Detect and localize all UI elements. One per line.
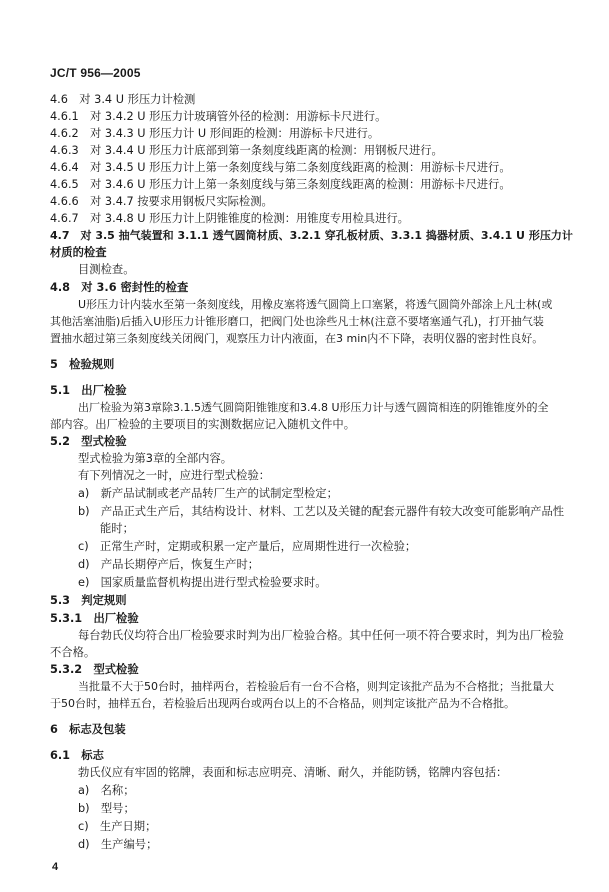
- section-5-1-body-1: 出厂检验为第3章除3.1.5透气圆筒阳锥锥度和3.4.8 U形压力计与透气圆筒相连的阴锥锥度外的全: [78, 401, 549, 414]
- list-item-b-cont: 能时；: [100, 522, 134, 535]
- section-4-8-body-3: 置抽水超过第三条刻度线关闭阀门，观察压力计内液面，在3 min内不下降，表明仪器的密封性良好。: [50, 332, 544, 345]
- section-5-3-1-title: 5.3.1 出厂检验: [50, 612, 139, 625]
- section-6-1-title: 6.1 标志: [50, 749, 104, 762]
- section-5-2-body-2: 有下列情况之一时，应进行型式检验：: [78, 469, 271, 482]
- section-5-3-1-body-1: 每台勃氏仪均符合出厂检验要求时判为出厂检验合格。其中任何一项不符合要求时，判为出厂检验: [78, 629, 564, 642]
- section-5-1-body-2: 部内容。出厂检验的主要项目的实测数据应记入随机文件中。: [50, 418, 356, 431]
- clause-4-6-2: 4.6.2 对 3.4.3 U 形压力计 U 形间距的检测：用游标卡尺进行。: [50, 127, 380, 140]
- section-4-7-title-cont: 材质的检查: [50, 246, 107, 259]
- nameplate-item-c: c) 生产日期；: [78, 820, 157, 833]
- section-5-3-2-body-1: 当批量不大于50台时，抽样两台，若检验后有一台不合格，则判定该批产品为不合格批；当批量大: [78, 680, 554, 693]
- list-item-e: e) 国家质量监督机构提出进行型式检验要求时。: [78, 576, 327, 589]
- list-item-a: a) 新产品试制或老产品转厂生产的试制定型检定；: [78, 487, 338, 500]
- clause-4-6-7: 4.6.7 对 3.4.8 U 形压力计上阴锥锥度的检测：用锥度专用检具进行。: [50, 212, 409, 225]
- section-5-3-2-title: 5.3.2 型式检验: [50, 663, 139, 676]
- list-item-c: c) 正常生产时，定期或积累一定产量后，应周期性进行一次检验；: [78, 540, 417, 553]
- section-4-8-body-2: 其他活塞油脂)后插入U形压力计锥形磨口，把阀门处也涂些凡士林(注意不要堵塞通气孔)，打开抽气装: [50, 315, 544, 328]
- clause-4-6-3: 4.6.3 对 3.4.4 U 形压力计底部到第一条刻度线距离的检测：用钢板尺进行。: [50, 144, 443, 157]
- section-5-3-2-body-2: 于50台时，抽样五台，若检验后出现两台或两台以上的不合格品，则判定该批产品为不合格批。: [50, 697, 515, 710]
- nameplate-item-b: b) 型号；: [78, 802, 135, 815]
- list-item-d: d) 产品长期停产后，恢复生产时；: [78, 558, 260, 571]
- nameplate-item-d: d) 生产编号；: [78, 838, 158, 851]
- section-4-7-body: 目测检查。: [78, 263, 135, 276]
- nameplate-item-a: a) 名称；: [78, 784, 135, 797]
- list-item-b: b) 产品正式生产后，其结构设计、材料、工艺以及关键的配套元器件有较大改变可能影响产品性: [78, 505, 565, 518]
- standard-code: JC/T 956—2005: [50, 66, 141, 80]
- section-5-3-title: 5.3 判定规则: [50, 594, 127, 607]
- clause-4-6-1: 4.6.1 对 3.4.2 U 形压力计玻璃管外径的检测：用游标卡尺进行。: [50, 110, 387, 123]
- section-4-6-title: 4.6 对 3.4 U 形压力计检测: [50, 93, 196, 106]
- page-number: 4: [52, 861, 59, 873]
- section-6-1-intro: 勃氏仪应有牢固的铭牌，表面和标志应明亮、清晰、耐久，并能防锈，铭牌内容包括：: [78, 766, 508, 779]
- section-5-1-title: 5.1 出厂检验: [50, 384, 127, 397]
- section-4-8-title: 4.8 对 3.6 密封性的检查: [50, 281, 189, 294]
- chapter-6-title: 6 标志及包装: [50, 723, 126, 736]
- chapter-5-title: 5 检验规则: [50, 358, 115, 371]
- section-5-2-body-1: 型式检验为第3章的全部内容。: [78, 452, 233, 465]
- section-4-8-body-1: U形压力计内装水至第一条刻度线，用橡皮塞将透气圆筒上口塞紧，将透气圆筒外部涂上凡士林(或: [78, 298, 553, 311]
- clause-4-6-5: 4.6.5 对 3.4.6 U 形压力计上第一条刻度线与第三条刻度线距离的检测：用游标卡尺进行。: [50, 178, 511, 191]
- clause-4-6-6: 4.6.6 对 3.4.7 按要求用钢板尺实际检测。: [50, 195, 273, 208]
- section-4-7-title: 4.7 对 3.5 抽气装置和 3.1.1 透气圆筒材质、3.2.1 穿孔板材质、3.3.1 捣器材质、3.4.1 U 形压力计: [50, 229, 573, 242]
- section-5-2-title: 5.2 型式检验: [50, 435, 127, 448]
- clause-4-6-4: 4.6.4 对 3.4.5 U 形压力计上第一条刻度线与第二条刻度线距离的检测：用游标卡尺进行。: [50, 161, 511, 174]
- section-5-3-1-body-2: 不合格。: [50, 646, 96, 659]
